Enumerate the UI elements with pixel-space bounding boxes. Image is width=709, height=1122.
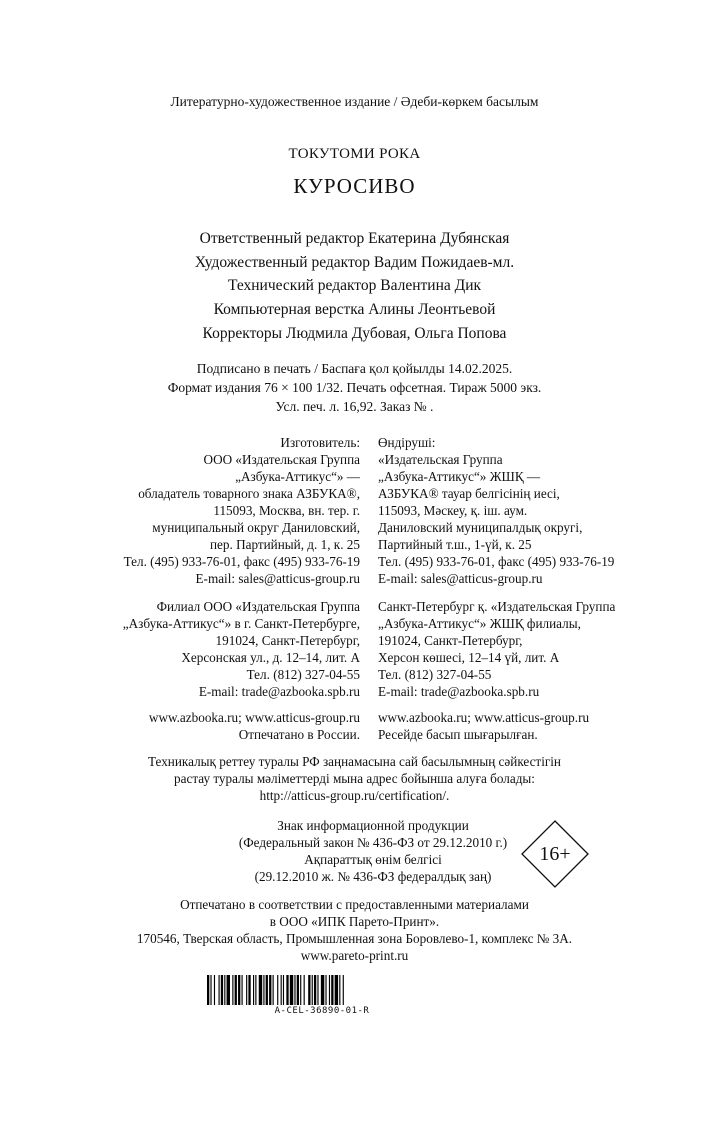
- printer-line: Отпечатано в соответствии с предоставленными материалами: [180, 897, 529, 912]
- barcode-bar: [312, 975, 313, 1005]
- info-mark-line: (29.12.2010 ж. № 436-ФЗ федералдық заң): [254, 869, 492, 884]
- barcode-bar: [253, 975, 254, 1005]
- barcode-bar: [248, 975, 250, 1005]
- manufacturer-ru-line: муниципальный округ Даниловский,: [152, 520, 360, 535]
- branch-ru-line: Тел. (812) 327-04-55: [246, 667, 360, 682]
- manufacturer-kz-line: АЗБУКА® тауар белгісінің иесі,: [378, 486, 560, 501]
- branch-kz-line: E-mail: trade@azbooka.spb.ru: [378, 684, 540, 699]
- barcode-bar: [343, 975, 344, 1005]
- branch-ru-line: 191024, Санкт-Петербург,: [215, 633, 360, 648]
- manufacturer-ru-line: пер. Партийный, д. 1, к. 25: [209, 537, 360, 552]
- manufacturer-kz-line: Партийный т.ш., 1-үй, к. 25: [378, 537, 532, 552]
- barcode-bar: [317, 975, 318, 1005]
- manufacturer-kz-line: 115093, Мәскеу, қ. іш. аум.: [378, 503, 528, 518]
- barcode-bar: [221, 975, 223, 1005]
- manufacturer-kz-line: «Издательская Группа: [378, 452, 503, 467]
- manufacturer-ru-line: ООО «Издательская Группа: [203, 452, 360, 467]
- barcode-bar: [224, 975, 225, 1005]
- barcode-bar: [266, 975, 268, 1005]
- manufacturer-ru-line: обладатель товарного знака АЗБУКА®,: [138, 486, 360, 501]
- barcode-bar: [339, 975, 340, 1005]
- certification-line: растау туралы мәліметтерді мына адрес бойынша алуға болады:: [174, 771, 535, 786]
- branch-kz-line: Тел. (812) 327-04-55: [378, 667, 492, 682]
- manufacturer-kz-line: Даниловский муниципалдық округі,: [378, 520, 583, 535]
- staff-line: Художественный редактор Вадим Пожидаев-мл.: [194, 254, 515, 271]
- manufacturer-ru-line: 115093, Москва, вн. тер. г.: [213, 503, 360, 518]
- barcode-bar: [304, 975, 305, 1005]
- staff-line: Компьютерная верстка Алины Леонтьевой: [213, 301, 496, 318]
- barcode-bar: [283, 975, 284, 1005]
- info-mark-line: Знак информационной продукции: [277, 818, 469, 833]
- branch-kz-line: 191024, Санкт-Петербург,: [378, 633, 523, 648]
- book-author: ТОКУТОМИ РОКА: [288, 146, 421, 162]
- barcode-bar: [210, 975, 211, 1005]
- barcode-bar: [263, 975, 264, 1005]
- manufacturer-ru-line: „Азбука-Аттикус“» —: [235, 469, 360, 484]
- info-mark-line: Ақпараттық өнім белгісі: [304, 852, 442, 867]
- barcode-bar: [242, 975, 243, 1005]
- barcode-bar: [281, 975, 282, 1005]
- barcode-bar: [331, 975, 333, 1005]
- branch-ru-line: Херсонская ул., д. 12–14, лит. А: [181, 650, 360, 665]
- barcode-bar: [255, 975, 256, 1005]
- barcode-bar: [273, 975, 274, 1005]
- certification-line: Техникалық реттеу туралы РФ заңнамасына сай басылымның сәйкестігін: [147, 754, 561, 769]
- manufacturer-kz-line: Тел. (495) 933-76-01, факс (495) 933-76-19: [378, 554, 615, 569]
- barcode-bar: [294, 975, 295, 1005]
- branch-kz-line: Херсон көшесі, 12–14 үй, лит. А: [378, 650, 560, 665]
- print-info-line: Формат издания 76 × 100 1/32. Печать офсетная. Тираж 5000 экз.: [167, 380, 542, 395]
- barcode-bar: [232, 975, 233, 1005]
- barcode-bar: [214, 975, 215, 1005]
- staff-line: Технический редактор Валентина Дик: [227, 277, 482, 294]
- barcode-bar: [297, 975, 299, 1005]
- barcode-bar: [321, 975, 324, 1005]
- barcode-bar: [246, 975, 247, 1005]
- website-links[interactable]: www.azbooka.ru; www.atticus-group.ru: [378, 710, 590, 725]
- barcode-bar: [269, 975, 271, 1005]
- barcode-bar: [314, 975, 316, 1005]
- barcode-bar: [227, 975, 230, 1005]
- printed-in-russia-kz: Ресейде басып шығарылған.: [378, 727, 538, 742]
- book-title: КУРОСИВО: [293, 174, 416, 198]
- barcode-bar: [235, 975, 237, 1005]
- barcode-bar: [335, 975, 338, 1005]
- barcode-bar: [277, 975, 278, 1005]
- barcode-bar: [286, 975, 288, 1005]
- barcode: [207, 975, 437, 1005]
- barcode-bar: [259, 975, 262, 1005]
- barcode-bar: [219, 975, 220, 1005]
- website-links[interactable]: www.azbooka.ru; www.atticus-group.ru: [148, 710, 360, 725]
- barcode-bar: [290, 975, 293, 1005]
- branch-kz-line: Санкт-Петербург қ. «Издательская Группа: [378, 599, 616, 614]
- barcode-bar: [329, 975, 330, 1005]
- edition-type: Литературно-художественное издание / Әдеби-көркем басылым: [170, 94, 539, 109]
- staff-line: Корректоры Людмила Дубовая, Ольга Попова: [202, 325, 507, 342]
- manufacturer-kz-line: Өндіруші:: [378, 435, 436, 450]
- branch-ru-line: E-mail: trade@azbooka.spb.ru: [198, 684, 360, 699]
- manufacturer-ru-line: E-mail: sales@atticus-group.ru: [195, 571, 360, 586]
- staff-line: Ответственный редактор Екатерина Дубянская: [199, 230, 510, 247]
- branch-ru-line: „Азбука-Аттикус“» в г. Санкт-Петербурге,: [122, 616, 360, 631]
- info-mark-line: (Федеральный закон № 436-ФЗ от 29.12.2010 г.): [238, 835, 508, 850]
- barcode-label: A-CEL-36890-01-R: [274, 1006, 370, 1016]
- printer-line: 170546, Тверская область, Промышленная зона Боровлево-1, комплекс № 3А.: [136, 931, 573, 946]
- barcode-bar: [300, 975, 301, 1005]
- manufacturer-kz-line: „Азбука-Аттикус“» ЖШҚ —: [378, 469, 541, 484]
- age-rating: 16+: [539, 843, 571, 865]
- barcode-bar: [325, 975, 326, 1005]
- print-info-line: Усл. печ. л. 16,92. Заказ № .: [275, 399, 434, 414]
- barcode-bar: [207, 975, 209, 1005]
- certification-link[interactable]: http://atticus-group.ru/certification/.: [259, 788, 450, 803]
- printer-website[interactable]: www.pareto-print.ru: [300, 948, 409, 963]
- branch-ru-line: Филиал ООО «Издательская Группа: [156, 599, 360, 614]
- manufacturer-ru-line: Тел. (495) 933-76-01, факс (495) 933-76-19: [123, 554, 360, 569]
- print-info-line: Подписано в печать / Баспаға қол қойылды 14.02.2025.: [196, 361, 513, 376]
- manufacturer-ru-line: Изготовитель:: [280, 435, 360, 450]
- printed-in-russia: Отпечатано в России.: [238, 727, 360, 742]
- manufacturer-kz-line: E-mail: sales@atticus-group.ru: [378, 571, 543, 586]
- barcode-bar: [308, 975, 310, 1005]
- printer-line: в ООО «ИПК Парето-Принт».: [269, 914, 440, 929]
- barcode-bar: [238, 975, 240, 1005]
- branch-kz-line: „Азбука-Аттикус“» ЖШҚ филиалы,: [378, 616, 581, 631]
